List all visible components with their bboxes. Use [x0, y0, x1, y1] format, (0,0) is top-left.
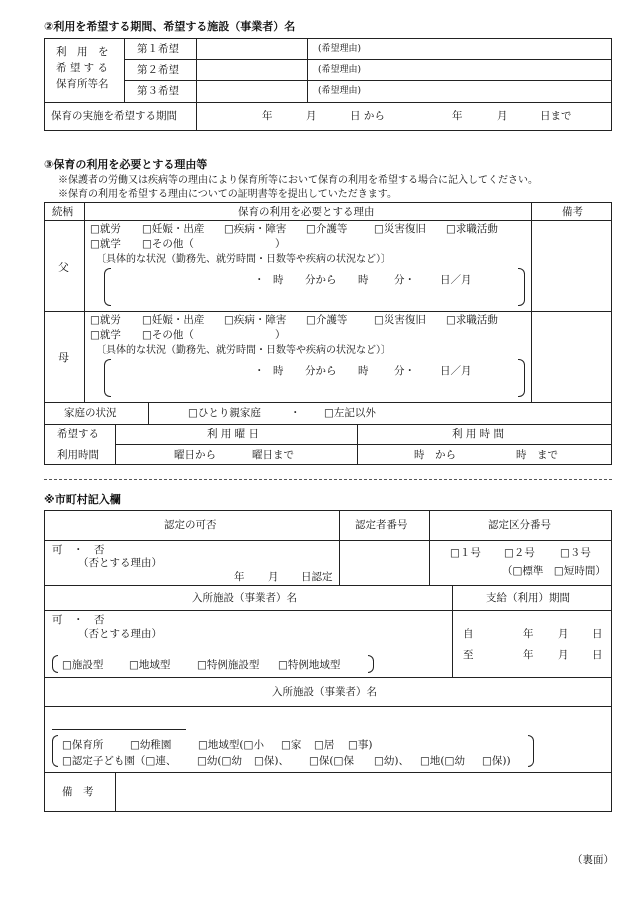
choice-1-reason: (希望理由) [318, 44, 362, 54]
period-start-day: 日 から [350, 110, 385, 122]
mother-bracket-right [518, 359, 525, 397]
father-opt-work[interactable]: □就労 [90, 223, 121, 235]
note-1: ※保護者の労働又は疾病等の理由により保育所等において保育の利用を希望する場合に記入してください。 [58, 175, 538, 186]
mother-opt-work[interactable]: □就労 [90, 314, 121, 326]
section2-title: ②利用を希望する期間、希望する施設（事業者）名 [44, 20, 296, 33]
facility-head-2: 入所施設（事業者）名 [272, 686, 377, 698]
inst-kindergarten[interactable]: □幼稚園 [130, 739, 172, 751]
choice-3-label: 第３希望 [137, 85, 179, 97]
col-remarks: 備考 [562, 206, 583, 218]
father-opt-jobsearch[interactable]: □求職活動 [446, 223, 498, 235]
cert-reason-no: （否とする理由） [78, 557, 162, 569]
father-opt-other-close: ） [275, 238, 286, 250]
period-start-year: 年 [262, 110, 273, 122]
mother-time-hour1: 時 [273, 365, 284, 377]
facility-head: 入所施設（事業者）名 [192, 592, 297, 604]
col-reason: 保育の利用を必要とする理由 [238, 206, 375, 218]
period-end-day: 日まで [540, 110, 572, 122]
inst-certified-link[interactable]: □認定子ども園（□連、 [62, 755, 177, 767]
mother-opt-other[interactable]: □その他（ [142, 329, 194, 341]
from-label: 自 [463, 628, 474, 640]
inst-certified-nursery-n[interactable]: □保(□保 [309, 755, 354, 767]
use-time-head: 利 用 時 間 [452, 428, 505, 440]
father-time-hour2: 時 [358, 274, 369, 286]
mother-opt-care[interactable]: □介護等 [306, 314, 348, 326]
type-facility[interactable]: □施設型 [62, 659, 104, 671]
from-month: 月 [558, 628, 569, 640]
choice-1-label: 第１希望 [137, 43, 179, 55]
class-sub[interactable]: （□標準 □短時間） [502, 565, 606, 577]
mother-opt-illness[interactable]: □疾病・障害 [224, 314, 287, 326]
mother-time-dot: ・ [254, 365, 265, 377]
father-bracket-right [518, 268, 525, 306]
type-regional[interactable]: □地域型 [129, 659, 171, 671]
supply-head: 支給（利用）期間 [486, 592, 570, 604]
reason-table [44, 202, 612, 465]
father-time-days: 日／月 [440, 274, 472, 286]
family-dot: ・ [290, 407, 301, 419]
rowhead-line1: 利 用 を [56, 46, 109, 58]
father-opt-disaster[interactable]: □災害復旧 [374, 223, 426, 235]
mother-time-hour2: 時 [358, 365, 369, 377]
period-end-month: 月 [497, 110, 508, 122]
inst-certified-kinder-k[interactable]: □幼(□幼 [197, 755, 242, 767]
inst-certified-nursery-k[interactable]: □幼)、 [374, 755, 410, 767]
family-other[interactable]: □左記以外 [324, 407, 376, 419]
facility-name-line [52, 729, 186, 730]
section3-title: ③保育の利用を必要とする理由等 [44, 158, 208, 171]
father-opt-other[interactable]: □その他（ [142, 238, 194, 250]
father-situation-label: 〔具体的な状況（勤務先、就労時間・日数等や疾病の状況など）〕 [96, 254, 391, 265]
cert-year: 年 [234, 571, 245, 583]
father-time-dot: ・ [254, 274, 265, 286]
inst-regional-residence[interactable]: □居 [314, 739, 335, 751]
wish-label-1: 希望する [57, 428, 99, 440]
mother-situation-label: 〔具体的な状況（勤務先、就労時間・日数等や疾病の状況など）〕 [96, 345, 391, 356]
time-to: 時 まで [516, 449, 558, 461]
period-end-year: 年 [452, 110, 463, 122]
mother-opt-disaster[interactable]: □災害復旧 [374, 314, 426, 326]
use-day-head: 利 用 曜 日 [207, 428, 260, 440]
father-opt-illness[interactable]: □疾病・障害 [224, 223, 287, 235]
choice-3-reason: (希望理由) [318, 86, 362, 96]
inst-certified-kinder-n[interactable]: □保)、 [254, 755, 290, 767]
inst-bracket-right [528, 735, 534, 767]
to-day: 日 [592, 649, 603, 661]
rowhead-line2: 希 望 す る [56, 62, 109, 74]
day-from: 曜日から [174, 449, 216, 461]
inst-nursery[interactable]: □保育所 [62, 739, 104, 751]
mother-opt-other-close: ） [275, 329, 286, 341]
inst-certified-local-k[interactable]: □地(□幼 [420, 755, 465, 767]
from-year: 年 [523, 628, 534, 640]
section4-title: ※市町村記入欄 [44, 493, 121, 506]
father-time-hour1: 時 [273, 274, 284, 286]
mother-time-min2: 分・ [394, 365, 415, 377]
family-label: 家庭の状況 [64, 407, 117, 419]
mother-time-from: 分から [305, 365, 337, 377]
facility-kahi: 可 ・ 否 [52, 614, 105, 626]
inst-certified-local-n[interactable]: □保)) [482, 755, 511, 767]
to-year: 年 [523, 649, 534, 661]
time-from: 時 から [414, 449, 456, 461]
type-bracket-left [52, 655, 58, 673]
father-opt-care[interactable]: □介護等 [306, 223, 348, 235]
back-side-label: （裏面） [572, 854, 614, 866]
class-3[interactable]: □３号 [560, 547, 591, 559]
class-1[interactable]: □１号 [450, 547, 481, 559]
inst-regional-office[interactable]: □事) [348, 739, 373, 751]
choice-2-reason: (希望理由) [318, 65, 362, 75]
inst-bracket-left [52, 735, 58, 767]
father-opt-pregnancy[interactable]: □妊娠・出産 [142, 223, 205, 235]
inst-regional-home[interactable]: □家 [281, 739, 302, 751]
facility-reason-no: （否とする理由） [78, 628, 162, 640]
mother-bracket-left [104, 359, 111, 397]
inst-regional-small[interactable]: □地域型(□小 [198, 739, 264, 751]
certifier-no-head: 認定者番号 [355, 519, 408, 531]
father-time-from: 分から [305, 274, 337, 286]
mother-opt-study[interactable]: □就学 [90, 329, 121, 341]
col-relation: 続柄 [52, 206, 73, 218]
cert-month: 月 [268, 571, 279, 583]
class-2[interactable]: □２号 [504, 547, 535, 559]
rowhead-line3: 保育所等名 [56, 78, 109, 90]
cert-day: 日認定 [301, 571, 333, 583]
type-special-regional[interactable]: □特例地域型 [278, 659, 341, 671]
father-bracket-left [104, 268, 111, 306]
mother-opt-jobsearch[interactable]: □求職活動 [446, 314, 498, 326]
family-single-parent[interactable]: □ひとり親家庭 [188, 407, 261, 419]
mother-opt-pregnancy[interactable]: □妊娠・出産 [142, 314, 205, 326]
father-opt-study[interactable]: □就学 [90, 238, 121, 250]
type-special-facility[interactable]: □特例施設型 [197, 659, 260, 671]
mother-label: 母 [58, 351, 69, 364]
remarks-label: 備 考 [62, 786, 94, 798]
cert-head: 認定の可否 [164, 519, 217, 531]
from-day: 日 [592, 628, 603, 640]
day-to: 曜日まで [252, 449, 294, 461]
to-month: 月 [558, 649, 569, 661]
choice-2-label: 第２希望 [137, 64, 179, 76]
note-2: ※保育の利用を希望する理由についての証明書等を提出していただきます。 [58, 189, 397, 200]
mother-time-days: 日／月 [440, 365, 472, 377]
cut-line [44, 479, 612, 480]
father-label: 父 [58, 261, 69, 274]
wish-label-2: 利用時間 [57, 449, 99, 461]
father-time-min2: 分・ [394, 274, 415, 286]
period-label: 保育の実施を希望する期間 [51, 110, 177, 122]
to-label: 至 [463, 649, 474, 661]
cert-kahi: 可 ・ 否 [52, 544, 105, 556]
cert-class-no-head: 認定区分番号 [488, 519, 551, 531]
period-start-month: 月 [306, 110, 317, 122]
